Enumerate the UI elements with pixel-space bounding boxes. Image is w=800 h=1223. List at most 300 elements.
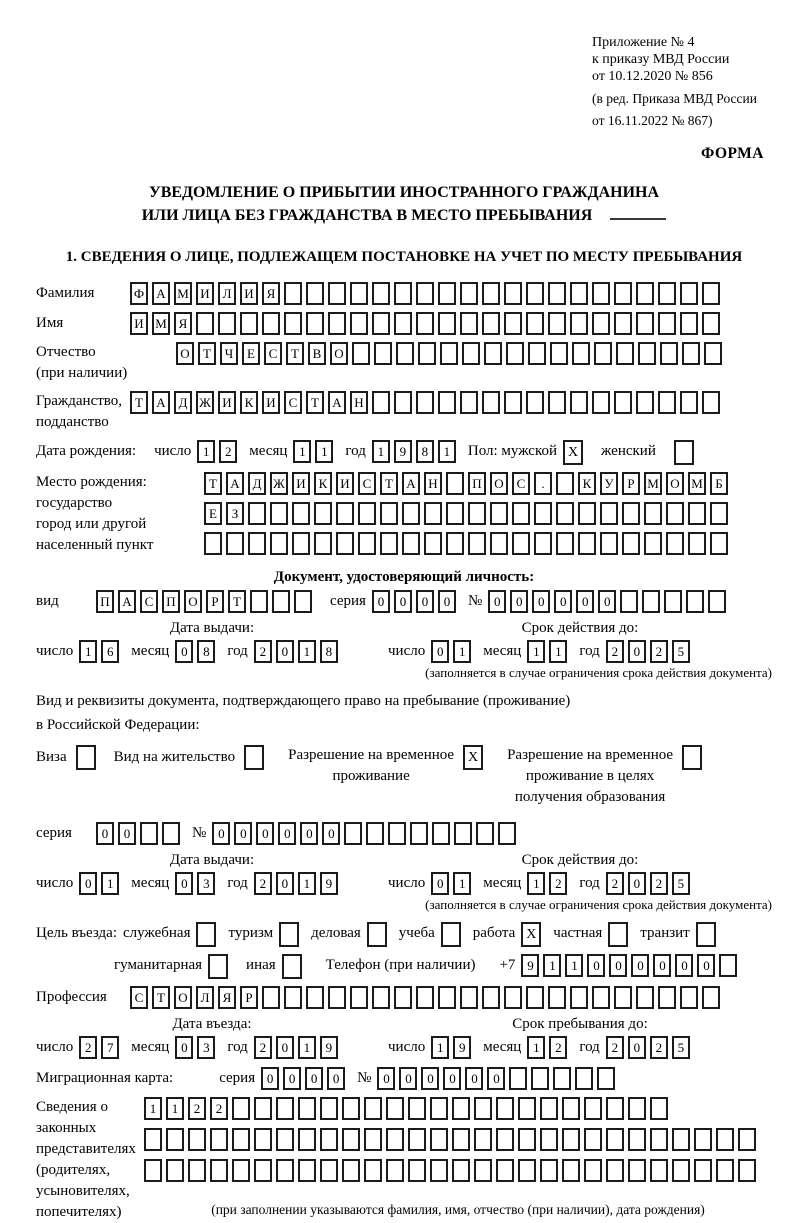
- form-cell: [306, 986, 324, 1009]
- form-cell: [719, 954, 737, 977]
- form-cell: [372, 391, 390, 414]
- form-cell: 1: [298, 1036, 316, 1059]
- form-cell: [364, 1159, 382, 1182]
- year-label: год: [345, 443, 366, 459]
- birthplace-block: [36, 472, 772, 562]
- form-cell: [482, 986, 500, 1009]
- form-cell: О: [184, 590, 202, 613]
- form-cell: [254, 1097, 272, 1120]
- form-cell: 2: [254, 872, 272, 895]
- form-cell: 9: [394, 440, 412, 463]
- form-cell: [232, 1097, 250, 1120]
- form-cell: [306, 312, 324, 335]
- form-cell: 5: [672, 872, 690, 895]
- form-cell: 1: [166, 1097, 184, 1120]
- firstname-cells: [130, 312, 720, 335]
- form-cell: [314, 532, 332, 555]
- form-cell: [366, 822, 384, 845]
- form-cell: 2: [650, 872, 668, 895]
- form-cell: С: [284, 391, 302, 414]
- form-cell: 8: [320, 640, 338, 663]
- form-cell: [196, 922, 216, 947]
- purpose-business-checkbox: [367, 922, 387, 947]
- form-cell: [578, 532, 596, 555]
- form-cell: 0: [576, 590, 594, 613]
- form-cell: Н: [424, 472, 442, 495]
- iddoc-valid-year-cells: [606, 640, 690, 663]
- form-cell: 0: [175, 872, 193, 895]
- form-cell: 2: [254, 640, 272, 663]
- purpose-tourism-checkbox: [279, 922, 299, 947]
- temp-residence-checkbox: [463, 745, 483, 770]
- form-cell: И: [218, 391, 236, 414]
- birthdate-month-cells: [293, 440, 333, 463]
- form-cell: [336, 502, 354, 525]
- form-cell: И: [240, 282, 258, 305]
- form-cell: Е: [204, 502, 222, 525]
- form-cell: [584, 1097, 602, 1120]
- form-cell: [284, 312, 302, 335]
- form-cell: 1: [298, 872, 316, 895]
- form-cell: [374, 342, 392, 365]
- form-cell: 0: [532, 590, 550, 613]
- form-cell: 0: [416, 590, 434, 613]
- form-cell: 0: [487, 1067, 505, 1090]
- form-cell: [674, 440, 694, 465]
- form-cell: 0: [598, 590, 616, 613]
- form-cell: [548, 986, 566, 1009]
- sex-male-label: Пол: мужской: [467, 443, 558, 459]
- form-cell: [650, 1097, 668, 1120]
- form-cell: [628, 1128, 646, 1151]
- form-cell: 0: [327, 1067, 345, 1090]
- form-cell: [636, 391, 654, 414]
- iddoc-type-row: [36, 590, 772, 613]
- firstname-label: Имя: [36, 315, 64, 331]
- form-cell: [394, 282, 412, 305]
- representatives-label: Сведения о законных представителях (родителях, усыновителях, попечителях): [36, 1099, 136, 1220]
- form-cell: Д: [248, 472, 266, 495]
- form-cell: [660, 342, 678, 365]
- form-cell: [594, 342, 612, 365]
- stay-until-day-cells: [431, 1036, 471, 1059]
- blank-underline: [610, 204, 666, 220]
- form-cell: 8: [416, 440, 434, 463]
- form-cell: 0: [300, 822, 318, 845]
- form-cell: [342, 1159, 360, 1182]
- staydoc-dates: Дата выдачи: число 0 1 месяц 0 3 год 2 0 1 9 Срок действия до: число 0 1 месяц 1 2 год 2 0 2 5: [36, 852, 772, 895]
- representatives-row2-cells: [144, 1128, 756, 1151]
- form-cell: И: [196, 282, 214, 305]
- iddoc-dates: Дата выдачи: число 1 6 месяц 0 8 год 2 0 1 8 Срок действия до: число 0 1 месяц 1 1 год 2 0 2 5: [36, 620, 772, 663]
- form-cell: [496, 1128, 514, 1151]
- surname-cells: [130, 282, 720, 305]
- form-cell: И: [262, 391, 280, 414]
- form-cell: 2: [549, 872, 567, 895]
- form-cell: М: [688, 472, 706, 495]
- form-cell: О: [174, 986, 192, 1009]
- staydoc-validity-note: (заполняется в случае ограничения срока действия документа): [425, 897, 772, 912]
- representatives-caption: (при заполнении указываются фамилия, имя, отчество (при наличии), дата рождения): [211, 1202, 705, 1217]
- birthdate-label: Дата рождения:: [36, 443, 137, 459]
- form-cell: 0: [465, 1067, 483, 1090]
- form-cell: [490, 532, 508, 555]
- form-cell: П: [96, 590, 114, 613]
- form-cell: О: [330, 342, 348, 365]
- form-cell: 0: [488, 590, 506, 613]
- form-cell: [441, 922, 461, 947]
- form-cell: 2: [210, 1097, 228, 1120]
- form-cell: [572, 342, 590, 365]
- form-cell: 1: [372, 440, 390, 463]
- form-cell: [276, 1159, 294, 1182]
- form-cell: [144, 1159, 162, 1182]
- visa-checkbox: [76, 745, 96, 770]
- birthplace-row2-cells: [204, 502, 728, 525]
- form-cell: М: [644, 472, 662, 495]
- form-cell: К: [240, 391, 258, 414]
- citizenship-label: Гражданство, подданство: [36, 393, 123, 430]
- form-cell: [704, 342, 722, 365]
- form-cell: [430, 1159, 448, 1182]
- form-cell: 1: [565, 954, 583, 977]
- form-cell: 0: [554, 590, 572, 613]
- form-cell: [509, 1067, 527, 1090]
- form-cell: [540, 1159, 558, 1182]
- form-cell: Я: [218, 986, 236, 1009]
- staydoc-intro2: в Российской Федерации:: [36, 717, 200, 733]
- form-cell: 9: [521, 954, 539, 977]
- form-cell: 9: [320, 872, 338, 895]
- iddoc-series-cells: [372, 590, 456, 613]
- form-cell: [562, 1128, 580, 1151]
- patronymic-label: Отчество (при наличии): [36, 344, 128, 381]
- form-cell: [534, 532, 552, 555]
- form-cell: [628, 1159, 646, 1182]
- form-cell: А: [152, 282, 170, 305]
- form-cell: [482, 391, 500, 414]
- edu-residence-checkbox: [682, 745, 702, 770]
- form-cell: [408, 1159, 426, 1182]
- form-cell: [446, 472, 464, 495]
- form-cell: 1: [315, 440, 333, 463]
- form-cell: [424, 502, 442, 525]
- form-cell: [644, 532, 662, 555]
- staydoc-series-label: серия: [36, 825, 72, 841]
- form-cell: [350, 986, 368, 1009]
- appendix-line: к приказу МВД России: [592, 52, 730, 67]
- form-cell: [358, 502, 376, 525]
- form-cell: П: [162, 590, 180, 613]
- form-cell: Р: [240, 986, 258, 1009]
- visa-option: [36, 745, 96, 770]
- representatives-cells: [144, 1097, 772, 1223]
- form-cell: А: [118, 590, 136, 613]
- form-cell: [320, 1097, 338, 1120]
- form-cell: И: [336, 472, 354, 495]
- form-cell: 0: [438, 590, 456, 613]
- migcard-number-label: №: [357, 1070, 372, 1086]
- purpose-row2: гуманитарная иная Телефон (при наличии) +7 9 1 1 0 0 0 0 0 0: [114, 954, 772, 979]
- form-cell: 0: [443, 1067, 461, 1090]
- form-cell: X: [563, 440, 583, 465]
- form-cell: К: [578, 472, 596, 495]
- form-cell: [738, 1128, 756, 1151]
- form-cell: Д: [174, 391, 192, 414]
- form-cell: 2: [79, 1036, 97, 1059]
- staydoc-valid-heading: Срок действия до:: [521, 852, 639, 868]
- form-cell: [614, 282, 632, 305]
- form-cell: [162, 822, 180, 845]
- form-cell: [416, 986, 434, 1009]
- form-cell: [460, 282, 478, 305]
- form-cell: Б: [710, 472, 728, 495]
- form-cell: [496, 1159, 514, 1182]
- form-cell: [452, 1159, 470, 1182]
- form-cell: А: [328, 391, 346, 414]
- purpose-row: Цель въезда: служебная туризм деловая учеба работа X частная транзит: [36, 922, 772, 947]
- form-cell: [386, 1128, 404, 1151]
- form-cell: 0: [212, 822, 230, 845]
- birthdate-day-cells: [197, 440, 237, 463]
- form-cell: [372, 282, 390, 305]
- form-cell: [680, 986, 698, 1009]
- form-cell: [402, 532, 420, 555]
- birthdate-row: [36, 440, 772, 465]
- form-cell: 1: [543, 954, 561, 977]
- form-cell: [578, 502, 596, 525]
- form-cell: 0: [431, 640, 449, 663]
- form-cell: [614, 391, 632, 414]
- form-cell: [298, 1097, 316, 1120]
- form-cell: [526, 391, 544, 414]
- iddoc-number-label: №: [467, 593, 483, 609]
- form-cell: [702, 986, 720, 1009]
- form-cell: [328, 282, 346, 305]
- form-cell: [484, 342, 502, 365]
- phone-cells: [521, 954, 737, 977]
- form-cell: [440, 342, 458, 365]
- form-cell: 9: [320, 1036, 338, 1059]
- temp-residence-option: [288, 745, 483, 787]
- representatives-row1-cells: [144, 1097, 668, 1120]
- iddoc-issue-month-cells: [175, 640, 215, 663]
- form-cell: Е: [242, 342, 260, 365]
- staydoc-valid-year-cells: [606, 872, 690, 895]
- form-cell: [314, 502, 332, 525]
- staydoc-issue-year-cells: [254, 872, 338, 895]
- form-cell: [284, 986, 302, 1009]
- form-cell: С: [140, 590, 158, 613]
- sex-male-checkbox: [563, 440, 583, 465]
- form-cell: [248, 532, 266, 555]
- form-cell: [650, 1128, 668, 1151]
- form-cell: 0: [175, 1036, 193, 1059]
- form-cell: [708, 590, 726, 613]
- form-cell: [636, 282, 654, 305]
- form-cell: [204, 532, 222, 555]
- form-cell: [394, 986, 412, 1009]
- form-cell: [504, 986, 522, 1009]
- form-cell: [680, 312, 698, 335]
- form-title-line1: УВЕДОМЛЕНИЕ О ПРИБЫТИИ ИНОСТРАННОГО ГРАЖДАНИНА: [148, 184, 660, 201]
- form-cell: [672, 1128, 690, 1151]
- form-cell: 0: [394, 590, 412, 613]
- form-cell: [496, 1097, 514, 1120]
- form-cell: [474, 1097, 492, 1120]
- form-cell: [364, 1097, 382, 1120]
- form-cell: [166, 1159, 184, 1182]
- form-cell: [386, 1159, 404, 1182]
- form-cell: А: [226, 472, 244, 495]
- form-cell: [680, 282, 698, 305]
- form-cell: У: [600, 472, 618, 495]
- form-cell: 0: [276, 1036, 294, 1059]
- entry-dates: Дата въезда: число 2 7 месяц 0 3 год 2 0 1 9 Срок пребывания до: число 1 9 месяц 1 2 год 2 0 2 5: [36, 1016, 772, 1059]
- stay-until-heading: Срок пребывания до:: [512, 1016, 648, 1032]
- form-cell: [394, 391, 412, 414]
- form-cell: [688, 532, 706, 555]
- form-cell: [716, 1159, 734, 1182]
- form-cell: [482, 282, 500, 305]
- form-cell: 2: [219, 440, 237, 463]
- appendix-edit-line: от 16.11.2022 № 867): [592, 113, 713, 128]
- form-cell: [606, 1159, 624, 1182]
- appendix-line: Приложение № 4: [592, 35, 695, 50]
- form-cell: Т: [306, 391, 324, 414]
- iddoc-validity-note: (заполняется в случае ограничения срока действия документа): [425, 665, 772, 680]
- form-cell: 1: [453, 872, 471, 895]
- form-cell: [460, 312, 478, 335]
- form-cell: [682, 342, 700, 365]
- form-cell: Ч: [220, 342, 238, 365]
- form-cell: [526, 282, 544, 305]
- surname-row: [36, 282, 772, 305]
- month-label: месяц: [249, 443, 288, 459]
- iddoc-valid-month-cells: [527, 640, 567, 663]
- entry-month-cells: [175, 1036, 215, 1059]
- sex-female-label: женский: [601, 443, 656, 459]
- iddoc-number-cells: [488, 590, 726, 613]
- iddoc-heading: Документ, удостоверяющий личность:: [273, 569, 535, 585]
- form-cell: [416, 391, 434, 414]
- form-cell: 0: [256, 822, 274, 845]
- form-cell: [367, 922, 387, 947]
- form-cell: [416, 312, 434, 335]
- form-cell: Ж: [196, 391, 214, 414]
- entry-date-heading: Дата въезда:: [172, 1016, 252, 1032]
- representatives-block: [36, 1097, 772, 1223]
- form-cell: [460, 986, 478, 1009]
- form-cell: [208, 954, 228, 979]
- form-cell: 0: [628, 1036, 646, 1059]
- form-cell: [210, 1159, 228, 1182]
- form-cell: 1: [438, 440, 456, 463]
- purpose-work-checkbox: [521, 922, 541, 947]
- form-cell: [250, 590, 268, 613]
- iddoc-type-label: вид: [36, 593, 59, 609]
- form-cell: [636, 986, 654, 1009]
- form-cell: Н: [350, 391, 368, 414]
- form-cell: [344, 822, 362, 845]
- form-cell: С: [130, 986, 148, 1009]
- form-cell: [528, 342, 546, 365]
- form-cell: Т: [228, 590, 246, 613]
- form-cell: [658, 312, 676, 335]
- form-cell: [548, 391, 566, 414]
- form-cell: 0: [587, 954, 605, 977]
- form-cell: 2: [254, 1036, 272, 1059]
- form-cell: [658, 391, 676, 414]
- form-cell: [438, 986, 456, 1009]
- form-cell: 1: [144, 1097, 162, 1120]
- form-cell: 1: [527, 1036, 545, 1059]
- form-cell: [556, 472, 574, 495]
- birthplace-row3-cells: [204, 532, 728, 555]
- form-cell: О: [176, 342, 194, 365]
- form-cell: [394, 312, 412, 335]
- form-cell: X: [463, 745, 483, 770]
- form-cell: [210, 1128, 228, 1151]
- profession-cells: [130, 986, 720, 1009]
- form-cell: [540, 1128, 558, 1151]
- form-cell: 0: [421, 1067, 439, 1090]
- form-cell: [438, 312, 456, 335]
- form-cell: 0: [609, 954, 627, 977]
- form-cell: [710, 502, 728, 525]
- staydoc-intro1: Вид и реквизиты документа, подтверждающего право на пребывание (проживание): [36, 693, 571, 709]
- form-cell: [592, 282, 610, 305]
- staydoc-issue-heading: Дата выдачи:: [169, 852, 255, 868]
- form-cell: [680, 391, 698, 414]
- form-cell: [166, 1128, 184, 1151]
- form-cell: О: [666, 472, 684, 495]
- form-cell: [540, 1097, 558, 1120]
- form-cell: [614, 312, 632, 335]
- form-cell: [396, 342, 414, 365]
- form-cell: [240, 312, 258, 335]
- form-cell: 0: [96, 822, 114, 845]
- form-cell: И: [130, 312, 148, 335]
- appendix-header: [592, 34, 792, 129]
- staydoc-series-row: [36, 822, 772, 845]
- form-cell: [474, 1159, 492, 1182]
- form-cell: [688, 502, 706, 525]
- migcard-series-label: серия: [219, 1070, 256, 1086]
- purpose-other-checkbox: [282, 954, 302, 979]
- form-cell: [548, 312, 566, 335]
- form-cell: [694, 1128, 712, 1151]
- form-cell: [548, 282, 566, 305]
- form-cell: [358, 532, 376, 555]
- form-cell: М: [174, 282, 192, 305]
- form-cell: 0: [399, 1067, 417, 1090]
- form-cell: [606, 1128, 624, 1151]
- form-cell: [616, 342, 634, 365]
- form-cell: Т: [380, 472, 398, 495]
- form-cell: И: [292, 472, 310, 495]
- form-cell: [408, 1128, 426, 1151]
- temp-residence-label: Разрешение на временное проживание: [288, 747, 455, 784]
- form-cell: З: [226, 502, 244, 525]
- staydoc-number-cells: [212, 822, 516, 845]
- iddoc-valid-day-cells: [431, 640, 471, 663]
- form-cell: [518, 1159, 536, 1182]
- form-cell: 1: [431, 1036, 449, 1059]
- form-cell: 1: [197, 440, 215, 463]
- iddoc-valid-heading: Срок действия до:: [521, 620, 639, 636]
- edu-residence-option: [507, 745, 702, 808]
